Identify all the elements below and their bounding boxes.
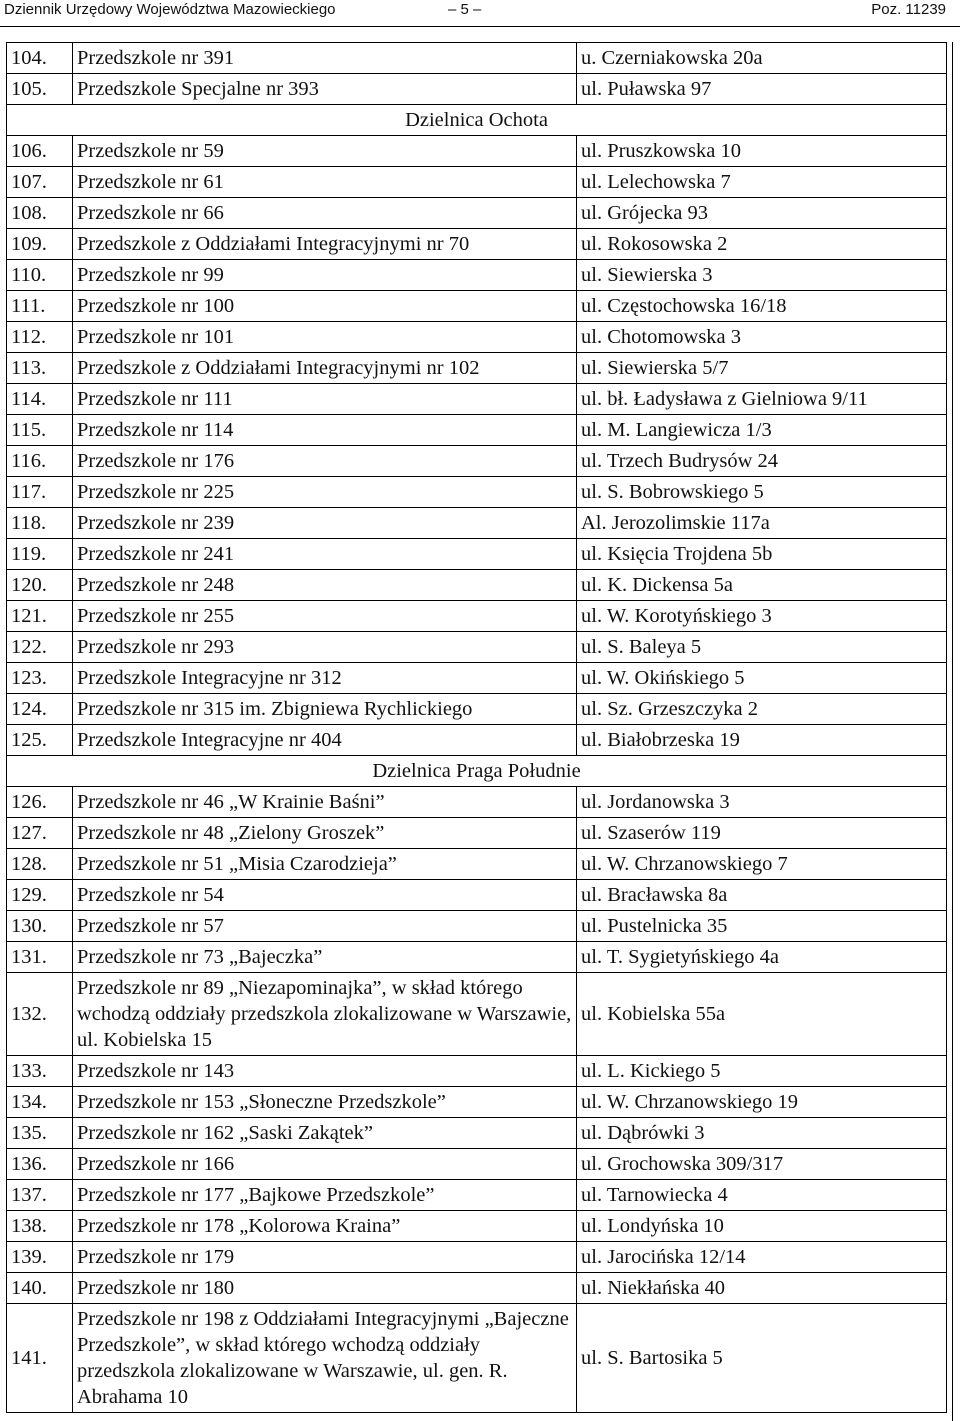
table-row xyxy=(7,942,947,973)
table-row xyxy=(7,136,947,167)
row-number: 115. xyxy=(7,415,73,446)
table-row xyxy=(7,632,947,663)
table-row xyxy=(7,725,947,756)
table-row xyxy=(7,1056,947,1087)
table-row xyxy=(7,1304,947,1413)
row-number: 134. xyxy=(7,1087,73,1118)
row-name: Przedszkole nr 61 xyxy=(73,167,577,198)
row-number: 123. xyxy=(7,663,73,694)
row-name: Przedszkole nr 114 xyxy=(73,415,577,446)
row-address: ul. W. Chrzanowskiego 7 xyxy=(577,849,947,880)
row-address: ul. W. Chrzanowskiego 19 xyxy=(577,1087,947,1118)
table-row xyxy=(7,167,947,198)
row-name: Przedszkole nr 59 xyxy=(73,136,577,167)
row-number: 120. xyxy=(7,570,73,601)
table-row xyxy=(7,322,947,353)
table-row xyxy=(7,198,947,229)
table-row xyxy=(7,1087,947,1118)
table-row xyxy=(7,291,947,322)
row-address: ul. Rokosowska 2 xyxy=(577,229,947,260)
row-address: ul. K. Dickensa 5a xyxy=(577,570,947,601)
row-address: ul. T. Sygietyńskiego 4a xyxy=(577,942,947,973)
row-number: 113. xyxy=(7,353,73,384)
table-row xyxy=(7,973,947,1056)
row-address: ul. W. Korotyńskiego 3 xyxy=(577,601,947,632)
row-address: ul. Siewierska 3 xyxy=(577,260,947,291)
section-heading: Dzielnica Praga Południe xyxy=(7,756,947,787)
row-number: 110. xyxy=(7,260,73,291)
row-name: Przedszkole nr 180 xyxy=(73,1273,577,1304)
kindergarten-table xyxy=(6,42,947,1413)
table-row xyxy=(7,1149,947,1180)
row-name: Przedszkole nr 166 xyxy=(73,1149,577,1180)
table-row xyxy=(7,1211,947,1242)
row-number: 133. xyxy=(7,1056,73,1087)
row-name: Przedszkole z Oddziałami Integracyjnymi nr 70 xyxy=(73,229,577,260)
row-address: ul. S. Bobrowskiego 5 xyxy=(577,477,947,508)
row-address: ul. Jarocińska 12/14 xyxy=(577,1242,947,1273)
row-name: Przedszkole z Oddziałami Integracyjnymi nr 102 xyxy=(73,353,577,384)
row-number: 125. xyxy=(7,725,73,756)
row-name: Przedszkole nr 143 xyxy=(73,1056,577,1087)
row-name: Przedszkole nr 66 xyxy=(73,198,577,229)
row-number: 121. xyxy=(7,601,73,632)
page-edge-line xyxy=(952,42,953,1421)
row-address: ul. Tarnowiecka 4 xyxy=(577,1180,947,1211)
row-address: ul. Jordanowska 3 xyxy=(577,787,947,818)
table-row xyxy=(7,260,947,291)
row-address: ul. Sz. Grzeszczyka 2 xyxy=(577,694,947,725)
row-name: Przedszkole nr 198 z Oddziałami Integracyjnymi „Bajeczne Przedszkole”, w skład którego wchodzą oddziały przedszkola zlokalizowane w Warszawie, ul. gen. R. Abrahama 10 xyxy=(73,1304,577,1413)
table-row xyxy=(7,353,947,384)
row-number: 128. xyxy=(7,849,73,880)
row-number: 127. xyxy=(7,818,73,849)
row-address: ul. Niekłańska 40 xyxy=(577,1273,947,1304)
page-header xyxy=(0,0,960,30)
row-name: Przedszkole nr 179 xyxy=(73,1242,577,1273)
row-name: Przedszkole nr 177 „Bajkowe Przedszkole” xyxy=(73,1180,577,1211)
row-number: 111. xyxy=(7,291,73,322)
row-address: ul. Częstochowska 16/18 xyxy=(577,291,947,322)
row-name: Przedszkole nr 100 xyxy=(73,291,577,322)
row-name: Przedszkole nr 46 „W Krainie Baśni” xyxy=(73,787,577,818)
table-row xyxy=(7,911,947,942)
row-name: Przedszkole nr 391 xyxy=(73,43,577,74)
row-number: 118. xyxy=(7,508,73,539)
row-number: 124. xyxy=(7,694,73,725)
table-row xyxy=(7,1273,947,1304)
row-name: Przedszkole nr 178 „Kolorowa Kraina” xyxy=(73,1211,577,1242)
table-row xyxy=(7,1180,947,1211)
table-row xyxy=(7,663,947,694)
row-address: ul. Szaserów 119 xyxy=(577,818,947,849)
row-number: 132. xyxy=(7,973,73,1056)
section-heading: Dzielnica Ochota xyxy=(7,105,947,136)
journal-title: Dziennik Urzędowy Województwa Mazowieckiego xyxy=(4,1,336,18)
row-name: Przedszkole nr 57 xyxy=(73,911,577,942)
row-address: ul. Księcia Trojdena 5b xyxy=(577,539,947,570)
row-name: Przedszkole nr 153 „Słoneczne Przedszkole” xyxy=(73,1087,577,1118)
table-row xyxy=(7,477,947,508)
row-name: Przedszkole nr 48 „Zielony Groszek” xyxy=(73,818,577,849)
header-rule xyxy=(0,26,960,27)
row-address: ul. Siewierska 5/7 xyxy=(577,353,947,384)
table-row xyxy=(7,384,947,415)
row-name: Przedszkole nr 162 „Saski Zakątek” xyxy=(73,1118,577,1149)
table-row xyxy=(7,1118,947,1149)
row-name: Przedszkole nr 101 xyxy=(73,322,577,353)
table-row xyxy=(7,43,947,74)
row-address: ul. Dąbrówki 3 xyxy=(577,1118,947,1149)
row-number: 104. xyxy=(7,43,73,74)
row-name: Przedszkole nr 315 im. Zbigniewa Rychlickiego xyxy=(73,694,577,725)
row-address: ul. Grójecka 93 xyxy=(577,198,947,229)
row-number: 131. xyxy=(7,942,73,973)
row-number: 107. xyxy=(7,167,73,198)
row-number: 140. xyxy=(7,1273,73,1304)
row-name: Przedszkole Integracyjne nr 404 xyxy=(73,725,577,756)
table-row xyxy=(7,849,947,880)
table-row xyxy=(7,1242,947,1273)
row-address: ul. W. Okińskiego 5 xyxy=(577,663,947,694)
table-row xyxy=(7,601,947,632)
row-number: 117. xyxy=(7,477,73,508)
table-row xyxy=(7,229,947,260)
row-address: ul. Pruszkowska 10 xyxy=(577,136,947,167)
row-name: Przedszkole nr 239 xyxy=(73,508,577,539)
row-number: 122. xyxy=(7,632,73,663)
row-name: Przedszkole nr 248 xyxy=(73,570,577,601)
row-number: 106. xyxy=(7,136,73,167)
row-address: ul. S. Bartosika 5 xyxy=(577,1304,947,1413)
row-number: 108. xyxy=(7,198,73,229)
table-row xyxy=(7,415,947,446)
row-address: ul. M. Langiewicza 1/3 xyxy=(577,415,947,446)
table-row xyxy=(7,818,947,849)
row-name: Przedszkole nr 51 „Misia Czarodzieja” xyxy=(73,849,577,880)
row-number: 129. xyxy=(7,880,73,911)
page-number: – 5 – xyxy=(448,1,482,18)
row-name: Przedszkole nr 293 xyxy=(73,632,577,663)
row-address: ul. Bracławska 8a xyxy=(577,880,947,911)
row-address: ul. S. Baleya 5 xyxy=(577,632,947,663)
section-heading-row xyxy=(7,756,947,787)
row-address: Al. Jerozolimskie 117a xyxy=(577,508,947,539)
row-number: 105. xyxy=(7,74,73,105)
row-number: 135. xyxy=(7,1118,73,1149)
row-address: ul. Lelechowska 7 xyxy=(577,167,947,198)
row-number: 109. xyxy=(7,229,73,260)
table-row xyxy=(7,787,947,818)
row-address: ul. Pustelnicka 35 xyxy=(577,911,947,942)
row-address: ul. Białobrzeska 19 xyxy=(577,725,947,756)
row-number: 139. xyxy=(7,1242,73,1273)
table-row xyxy=(7,570,947,601)
row-address: ul. L. Kickiego 5 xyxy=(577,1056,947,1087)
row-name: Przedszkole nr 89 „Niezapominajka”, w skład którego wchodzą oddziały przedszkola zlokalizowane w Warszawie, ul. Kobielska 15 xyxy=(73,973,577,1056)
row-name: Przedszkole nr 255 xyxy=(73,601,577,632)
row-number: 116. xyxy=(7,446,73,477)
table-row xyxy=(7,694,947,725)
row-address: u. Czerniakowska 20a xyxy=(577,43,947,74)
row-address: ul. Puławska 97 xyxy=(577,74,947,105)
table-row xyxy=(7,508,947,539)
row-number: 112. xyxy=(7,322,73,353)
row-address: ul. Kobielska 55a xyxy=(577,973,947,1056)
row-address: ul. Grochowska 309/317 xyxy=(577,1149,947,1180)
row-number: 136. xyxy=(7,1149,73,1180)
row-name: Przedszkole nr 225 xyxy=(73,477,577,508)
row-name: Przedszkole Specjalne nr 393 xyxy=(73,74,577,105)
row-name: Przedszkole nr 99 xyxy=(73,260,577,291)
row-address: ul. Londyńska 10 xyxy=(577,1211,947,1242)
row-address: ul. Chotomowska 3 xyxy=(577,322,947,353)
row-address: ul. Trzech Budrysów 24 xyxy=(577,446,947,477)
row-number: 138. xyxy=(7,1211,73,1242)
row-number: 141. xyxy=(7,1304,73,1413)
row-number: 114. xyxy=(7,384,73,415)
table-row xyxy=(7,539,947,570)
table-row xyxy=(7,74,947,105)
row-name: Przedszkole nr 176 xyxy=(73,446,577,477)
table-row xyxy=(7,446,947,477)
row-name: Przedszkole nr 111 xyxy=(73,384,577,415)
table-row xyxy=(7,880,947,911)
row-address: ul. bł. Ładysława z Gielniowa 9/11 xyxy=(577,384,947,415)
position-number: Poz. 11239 xyxy=(871,1,946,18)
row-name: Przedszkole nr 241 xyxy=(73,539,577,570)
row-name: Przedszkole Integracyjne nr 312 xyxy=(73,663,577,694)
section-heading-row xyxy=(7,105,947,136)
row-number: 126. xyxy=(7,787,73,818)
row-number: 130. xyxy=(7,911,73,942)
row-number: 119. xyxy=(7,539,73,570)
row-number: 137. xyxy=(7,1180,73,1211)
row-name: Przedszkole nr 73 „Bajeczka” xyxy=(73,942,577,973)
row-name: Przedszkole nr 54 xyxy=(73,880,577,911)
